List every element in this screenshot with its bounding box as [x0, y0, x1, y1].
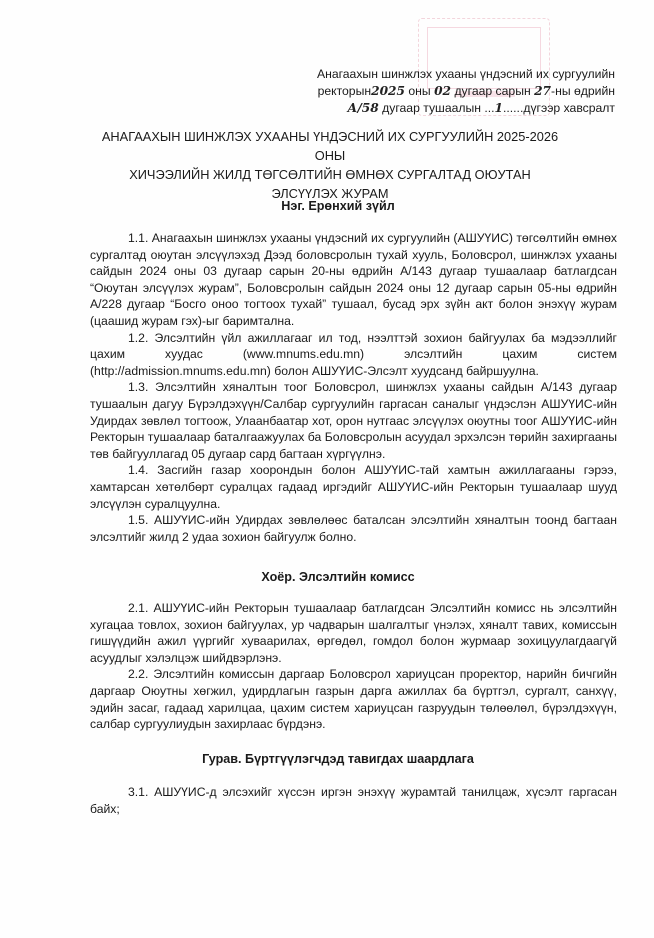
order-number: А/58 — [347, 101, 379, 115]
section-1-body — [90, 230, 617, 545]
approval-line-1: Анагаахын шинжлэх ухааны үндэсний их сургуулийн — [316, 67, 615, 81]
approval-day-suffix: -ны өдрийн — [551, 84, 615, 98]
approval-year-suffix: оны — [408, 84, 431, 98]
section-3-heading: Гурав. Бүртгүүлэгчдэд тавигдах шаардлага — [202, 752, 474, 766]
clause-2-2: 2.2. Элсэлтийн комиссын даргаар Боловсрол хариуцсан проректор, нарийн бичгийн даргаар Оюутны хөгжил, удирдлагын газрын дарга ажиллах ба бүртгэл, сургалт, санхүү, эдийн засаг, гадаад харилцаа, цахим систем хариуцсан газруудын төлөөлөл, бүрэлдэхүүн, салбар сургуулиудын захирлаас бүрдэнэ. — [90, 667, 617, 732]
title-line-3: ЭЛСҮҮЛЭХ ЖУРАМ — [271, 186, 389, 201]
approval-rector: ректорын — [317, 84, 372, 98]
clause-1-5: 1.5. АШУҮИС-ийн Удирдах зөвлөлөөс баталсан элсэлтийн хяналтын тоонд багтаан элсэлтийг жилд 2 удаа зохион байгуулж болно. — [90, 513, 617, 544]
annex-number: 1 — [494, 101, 504, 115]
clause-1-4: 1.4. Засгийн газар хоорондын болон АШУҮИС-тай хамтын ажиллагааны гэрээ, хамтарсан хөтөлбөрт суралцах гадаад иргэдийг АШУҮИС-ийн Ректорын тушаалаар шууд элсүүлэн суралцуулна. — [90, 463, 617, 511]
section-2-body — [90, 600, 617, 733]
approval-month: 02 — [434, 84, 452, 98]
approval-day: 27 — [534, 84, 552, 98]
section-3-body — [90, 784, 617, 817]
approval-line-2 — [300, 83, 615, 100]
title-line-2: ХИЧЭЭЛИЙН ЖИЛД ТӨГСӨЛТИЙН ӨМНӨХ СУРГАЛТАД ОЮУТАН — [129, 167, 531, 182]
annex-text: ......дүгээр хавсралт — [503, 101, 615, 115]
clause-1-1: 1.1. Анагаахын шинжлэх ухааны үндэсний их сургуулийн (АШУҮИС) төгсөлтийн өмнөх сургалтад оюутан элсүүлэхэд Дээд боловсролын тухай хууль, Боловсрол, шинжлэх ухааны сайдын 2024 оны 03 дугаар сарын 20-ны өдрийн А/143 дугаар тушаалаар батлагдсан “Оюутан элсүүлэх журам”, Боловсролын сайдын 2024 оны 12 дугаар сарын 05-ны өдрийн А/228 дугаар “Босго оноо тогтоох тухай” тушаал, бусад эрх зүйн акт болон энэхүү журам (цаашид журам гэх)-ыг баримтална. — [90, 231, 617, 328]
approval-year: 2025 — [371, 84, 406, 98]
approval-month-suffix: дугаар сарын — [454, 84, 531, 98]
order-text: дугаар тушаалын ... — [382, 101, 495, 115]
clause-1-2: 1.2. Элсэлтийн үйл ажиллагааг ил тод, нээлттэй зохион байгуулах ба мэдээллийг цахим хуудас (www.mnums.edu.mn) элсэлтийн цахим систем (http://admission.mnums.edu.mn) болон АШУҮИС-Элсэлт хуудсанд байршуулна. — [90, 330, 617, 378]
approval-line-3 — [300, 100, 615, 117]
clause-1-3: 1.3. Элсэлтийн хяналтын тоог Боловсрол, шинжлэх ухааны сайдын А/143 дугаар тушаалын дагуу Бүрэлдэхүүн/Салбар сургуулийн гаргасан саналыг үндэслэн АШУҮИС-ийн Удирдах зөвлөл тогтоож, Улаанбаатар хот, орон нутгаас элсүүлэх оюутны тоог АШУҮИС-ийн Ректорын тушаалаар баталгаажуулах ба Боловсролын асуудал эрхэлсэн төрийн захиргааны төв байгууллагад 05 дугаар сард багтаан хүргүүлнэ. — [90, 380, 617, 461]
section-1-heading: Нэг. Ерөнхий зүйл — [281, 199, 395, 213]
approval-note — [300, 66, 615, 117]
title-line-1: АНАГААХЫН ШИНЖЛЭХ УХААНЫ ҮНДЭСНИЙ ИХ СУРГУУЛИЙН 2025-2026 ОНЫ — [101, 129, 559, 163]
section-2-heading: Хоёр. Элсэлтийн комисс — [261, 570, 415, 584]
clause-3-1: 3.1. АШУҮИС-д элсэхийг хүссэн иргэн энэхүү журамтай танилцаж, хүсэлт гаргасан байх; — [90, 785, 617, 816]
clause-2-1: 2.1. АШУҮИС-ийн Ректорын тушаалаар батлагдсан Элсэлтийн комисс нь элсэлтийн хугацаа товлох, зохион байгуулах, ур чадварын шалгалтыг үнэлэх, хяналт тавих, комиссын гишүүдийн ажил үүргийг хуваарилах, өргөдөл, гомдол болон журмаар зохицуулагдаагүй асуудлыг хэлэлцэж шийдвэрлэнэ. — [90, 601, 617, 665]
document-title — [90, 127, 570, 203]
